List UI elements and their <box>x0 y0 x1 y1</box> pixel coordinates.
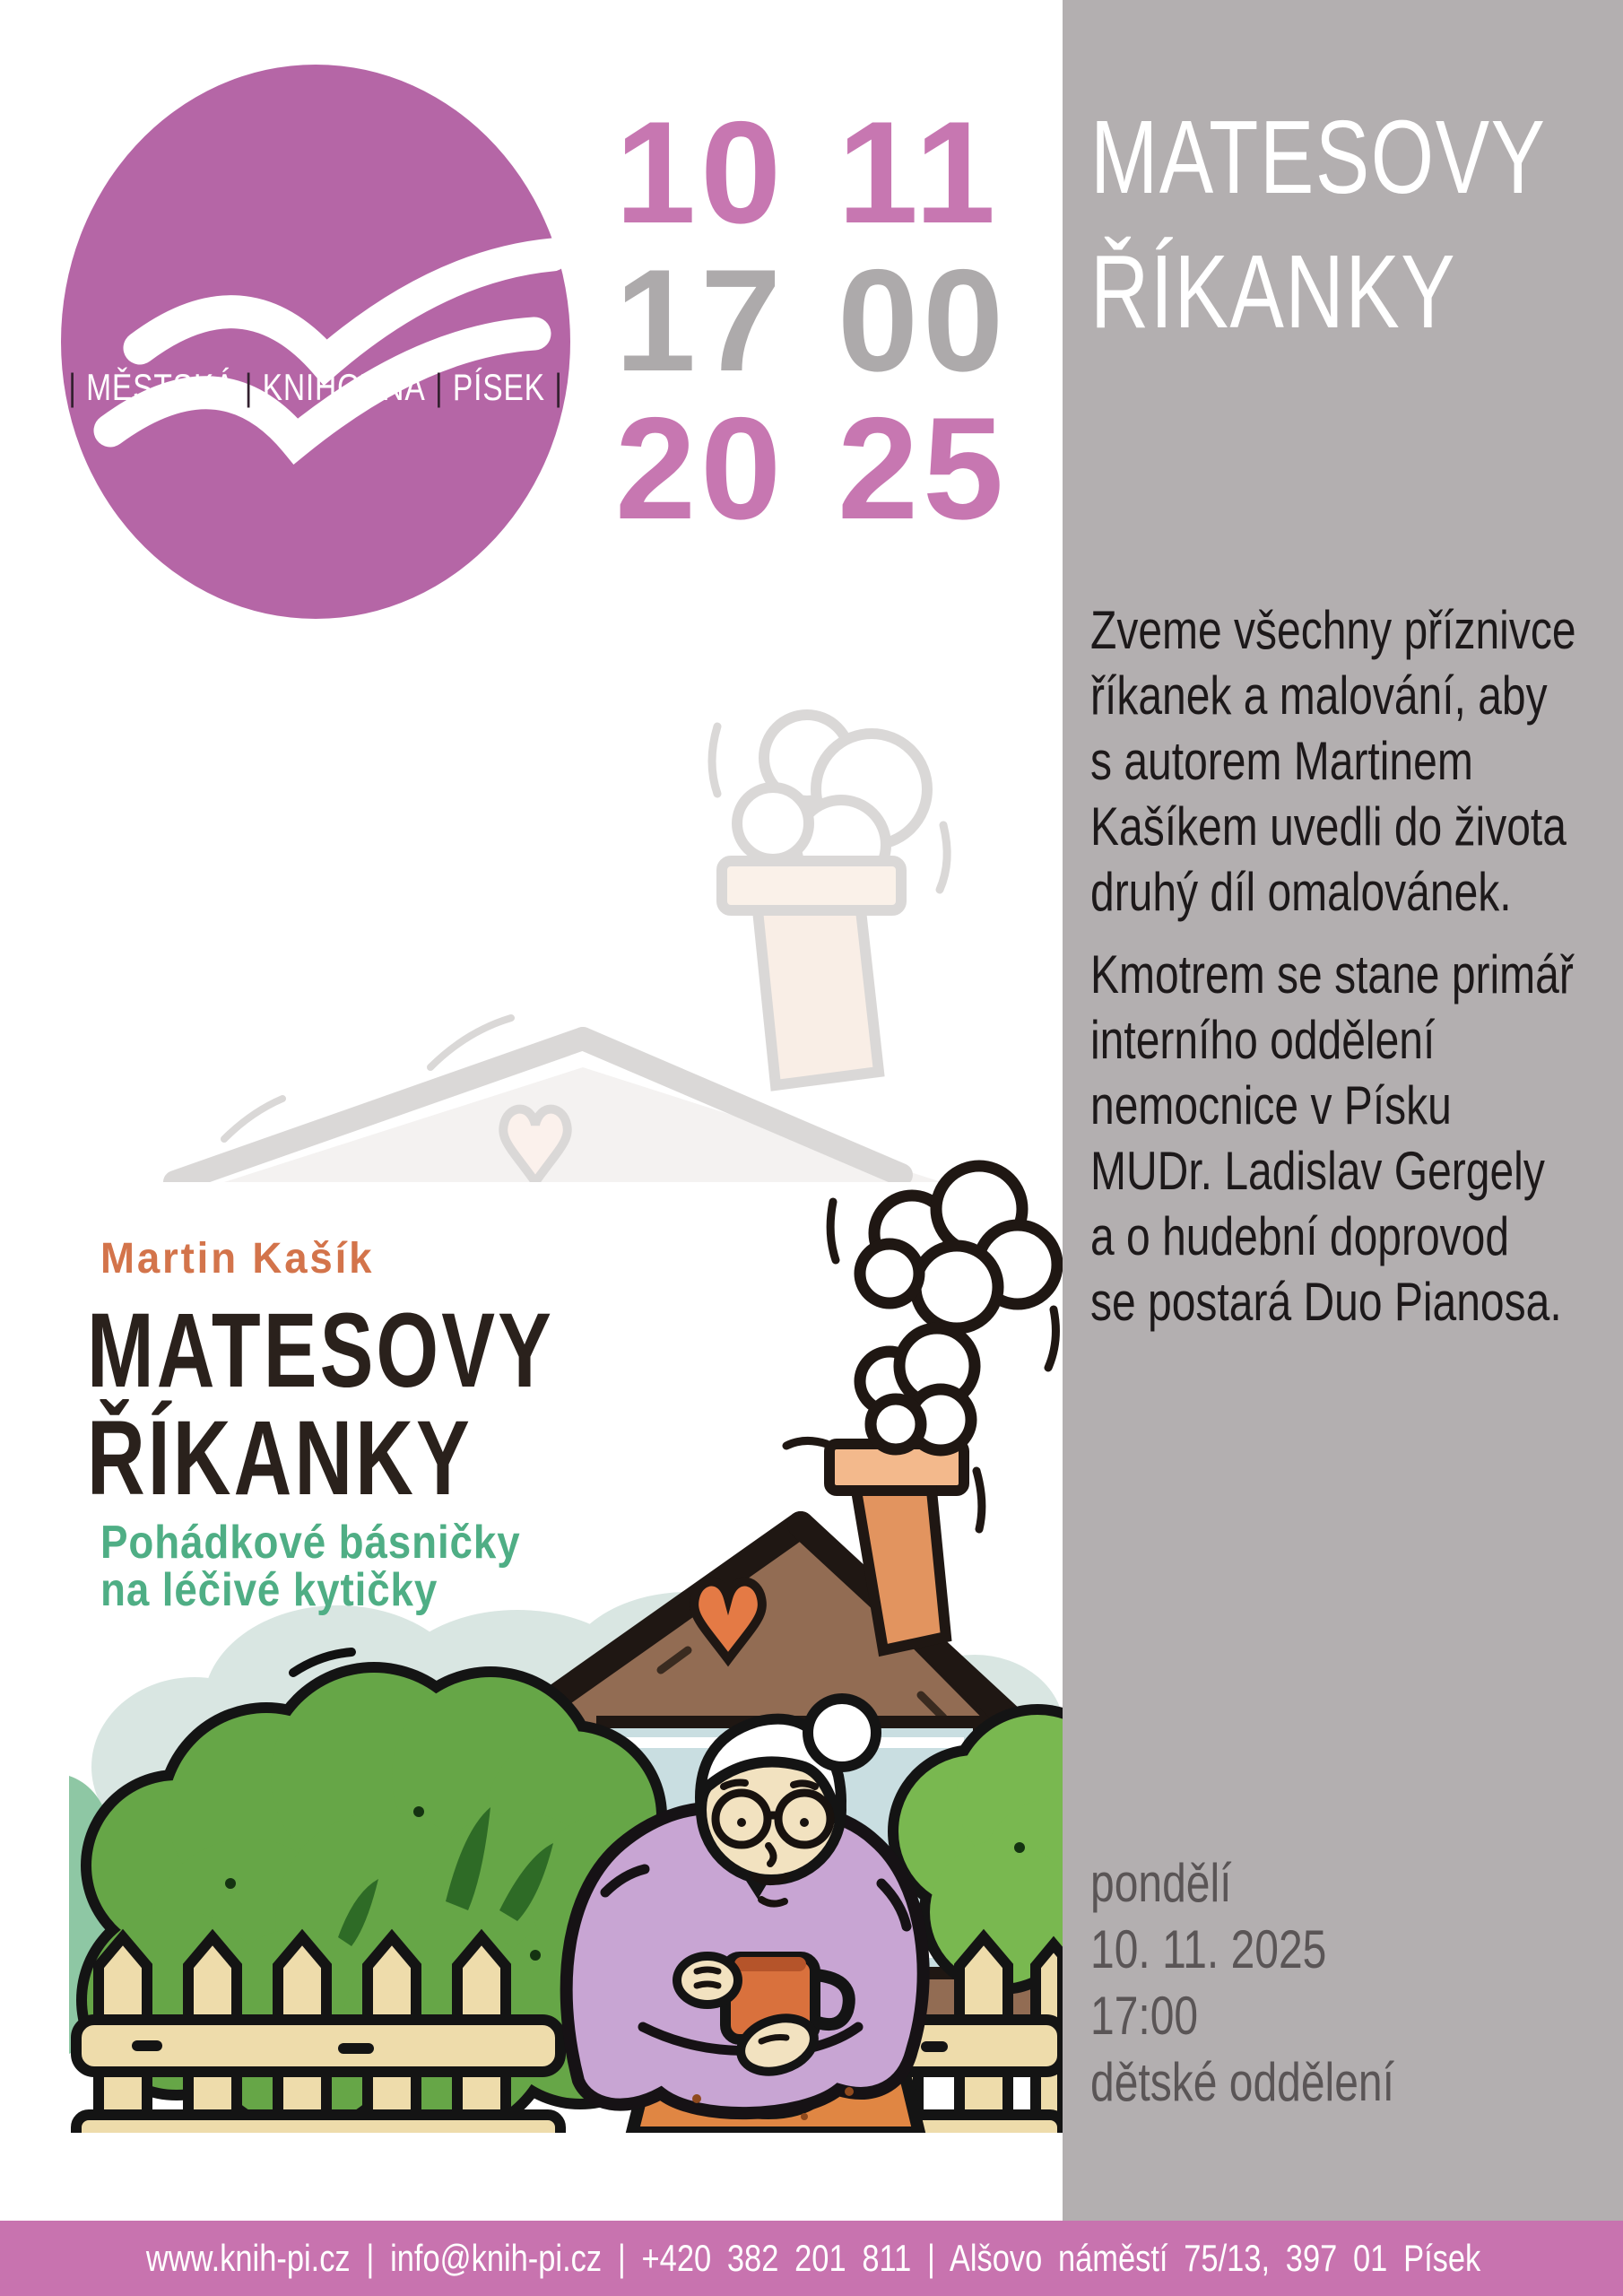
event-title <box>1090 90 1547 359</box>
description-line: Kmotrem se stane primář <box>1090 944 1574 1004</box>
time-number-minute: 00 <box>838 239 1009 402</box>
logo-word-knihovna: KNIHOVNA <box>262 366 426 408</box>
logo-caption <box>69 366 562 409</box>
open-book-icon <box>61 65 570 619</box>
logo-separator: | <box>554 366 563 408</box>
description-line: říkanek a malování, aby <box>1090 665 1548 726</box>
cover-subtitle-line2: na léčivé kytičky <box>100 1564 438 1616</box>
year-number-25: 25 <box>838 387 1009 550</box>
description-line: s autorem Martinem <box>1090 731 1473 791</box>
logo-separator: | <box>434 366 444 408</box>
event-title-line2: ŘÍKANKY <box>1090 233 1457 350</box>
cover-author: Martin Kašík <box>100 1235 375 1283</box>
cover-title-line2: ŘÍKANKY <box>87 1399 473 1518</box>
cover-subtitle-line1: Pohádkové básničky <box>100 1517 521 1569</box>
description-line: Zveme všechny příznivce <box>1090 600 1576 660</box>
library-logo <box>61 65 570 619</box>
description-line: Kašíkem uvedli do života <box>1090 796 1567 857</box>
logo-separator: | <box>244 366 254 408</box>
date-number-month: 11 <box>838 91 1001 254</box>
event-time: 17:00 <box>1090 1986 1199 2046</box>
event-title-line1: MATESOVY <box>1090 99 1547 215</box>
faded-house-illustration <box>90 565 1067 1182</box>
event-date: 10. 11. 2025 <box>1090 1919 1327 1979</box>
event-description <box>1090 597 1576 925</box>
description-line: interního oddělení <box>1090 1010 1436 1070</box>
event-location: dětské oddělení <box>1090 2052 1394 2112</box>
description-line: a o hudební doprovod <box>1090 1206 1510 1266</box>
description-line: nemocnice v Písku <box>1090 1075 1452 1135</box>
year-number-20: 20 <box>615 387 786 550</box>
event-description-2 <box>1090 942 1574 1335</box>
description-line: druhý díl omalovánek. <box>1090 862 1512 922</box>
event-day: pondělí <box>1090 1853 1232 1913</box>
event-details <box>1090 1850 1394 2116</box>
logo-word-mestska: MĚSTSKÁ <box>86 366 236 408</box>
date-number-day: 10 <box>615 91 786 254</box>
footer-contact-info: www.knih-pi.cz | info@knih-pi.cz | +420 382 201 811 | Alšovo náměstí 75/13, 397 01 Písek <box>145 2237 1481 2279</box>
cover-title-line1: MATESOVY <box>87 1292 554 1410</box>
description-line: MUDr. Ladislav Gergely <box>1090 1141 1545 1201</box>
logo-separator: | <box>68 366 77 408</box>
description-line: se postará Duo Pianosa. <box>1090 1272 1562 1332</box>
time-number-hour: 17 <box>615 239 786 402</box>
logo-word-pisek: PÍSEK <box>452 366 545 408</box>
